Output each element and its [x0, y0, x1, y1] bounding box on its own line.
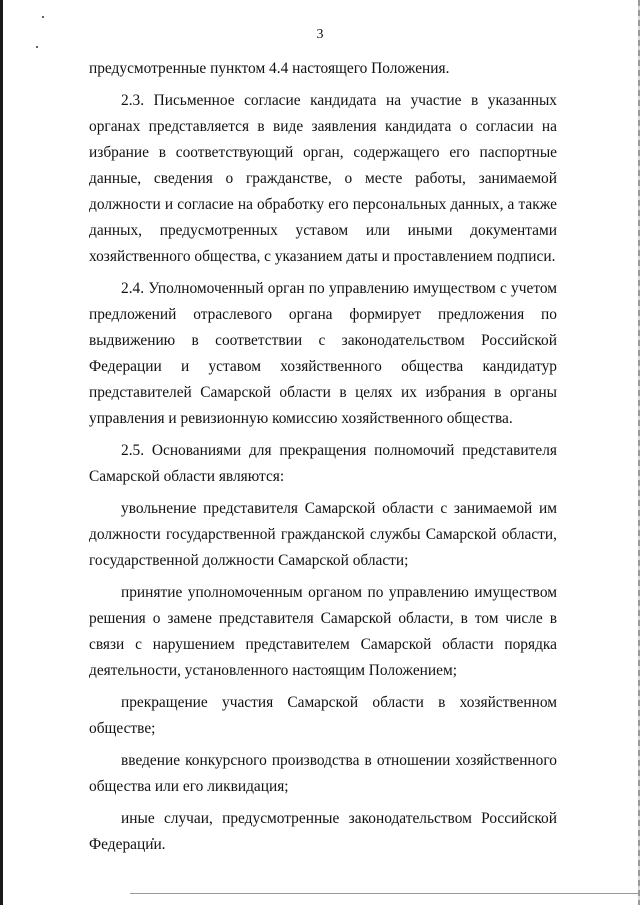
page-number: 3	[316, 27, 324, 42]
scan-left-edge	[0, 0, 3, 905]
list-item-dismissal: увольнение представителя Самарской области с занимаемой им должности государственной гражданской службы Самарской области, государственной должности Самарской области;	[89, 500, 557, 569]
paragraph-continuation: предусмотренные пунктом 4.4 настоящего Положения.	[89, 60, 450, 77]
scan-speck	[42, 16, 44, 18]
list-item-termination: прекращение участия Самарской области в хозяйственном обществе;	[89, 694, 557, 737]
scan-bottom-line	[130, 893, 640, 894]
paragraph-2-4: 2.4. Уполномоченный орган по управлению имуществом с учетом предложений отраслевого органа формирует предложения по выдвижению в соответствии с законодательством Российской Федерации и уставом хозяйственного общества кандидатур представителей Самарской области в целях их избрания в органы управления и ревизионную комиссию хозяйственного общества.	[89, 280, 557, 427]
paragraph-2-3: 2.3. Письменное согласие кандидата на участие в указанных органах представляется в виде заявления кандидата о согласии на избрание в соответствующий орган, содержащего его паспортные данные, сведения о гражданстве, о месте работы, занимаемой должности и согласие на обработку его персональных данных, а также данных, предусмотренных уставом или иными документами хозяйственного общества, с указанием даты и проставлением подписи.	[89, 92, 557, 265]
list-item-other-cases: иные случаи, предусмотренные законодательством Российской Федерации.	[89, 810, 557, 853]
list-item-bankruptcy: введение конкурсного производства в отношении хозяйственного общества или его ликвидация;	[89, 752, 557, 795]
document-body	[89, 56, 557, 858]
list-item-replacement: принятие уполномоченным органом по управлению имуществом решения о замене представителя Самарской области, в том числе в связи с нарушением представителем Самарской области порядка деятельности, установленного настоящим Положением;	[89, 584, 557, 679]
paragraph-2-5: 2.5. Основаниями для прекращения полномочий представителя Самарской области являются:	[89, 442, 557, 485]
